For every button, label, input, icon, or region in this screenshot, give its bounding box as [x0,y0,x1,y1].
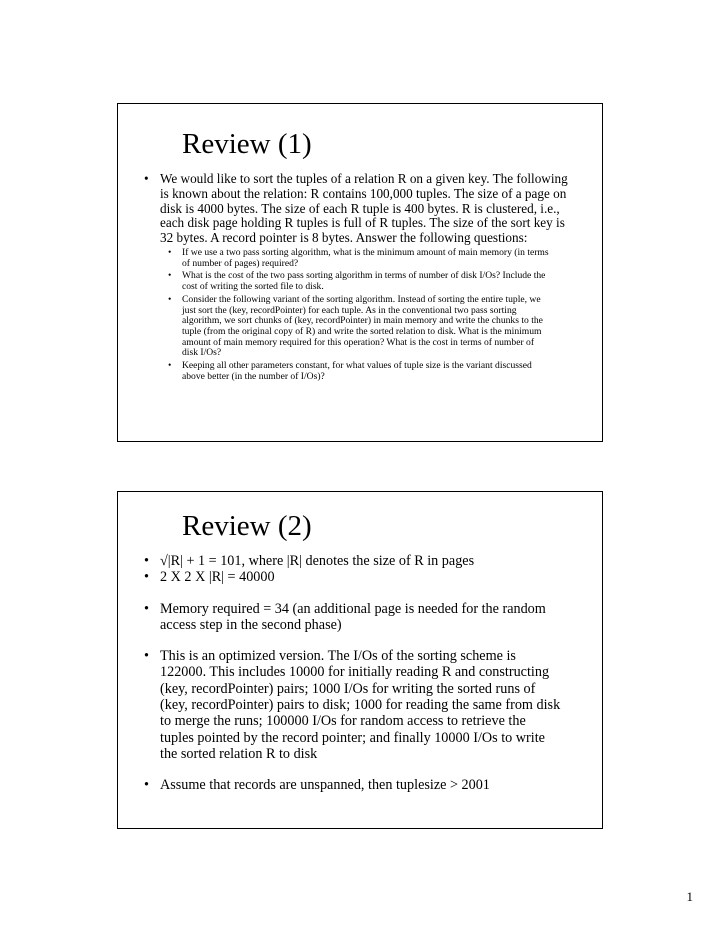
bullet-text: √|R| + 1 = 101, where |R| denotes the size of R in pages [160,553,475,569]
bullet-item [118,569,602,585]
bullet-dot: • [144,171,149,186]
slide-title: Review (1) [182,128,312,160]
bullet-list [118,172,602,384]
slide-review-2 [117,491,603,829]
sub-bullet-item [118,361,572,382]
bullet-text: 2 X 2 X |R| = 40000 [160,569,275,586]
sub-bullet-item [118,295,572,359]
page-number: 1 [686,889,693,904]
sub-bullet-text: If we use a two pass sorting algorithm, what is the minimum amount of main memory (in terms of number of pages) required? [182,246,549,269]
bullet-item [118,648,602,762]
sub-bullet-list [160,248,572,382]
sub-bullet-text: What is the cost of the two pass sorting algorithm in terms of number of disk I/Os? Include the cost of writing the sorted file to disk. [182,270,546,293]
slide-title: Review (2) [182,510,312,542]
bullet-list [118,553,602,794]
bullet-text: Assume that records are unspanned, then tuplesize > 2001 [160,777,490,794]
sub-bullet-dot: • [168,293,172,305]
bullet-text: Memory required = 34 (an additional page is needed for the random access step in the second phase) [160,600,546,633]
bullet-dot: • [144,569,149,586]
bullet-item [118,777,602,793]
bullet-text: This is an optimized version. The I/Os of the sorting scheme is 122000. This includes 10000 for initially reading R and constructing (key, recordPointer) pairs; 1000 I/Os for writing the sorted runs of (key, recordPointer) pairs to disk; 1000 for reading the same from disk to merge the runs; 100000 I/Os for random access to retrieve the tuples pointed by the record pointer; and finally 10000 I/Os to write the sorted relation R to disk [160,648,561,762]
sub-bullet-dot: • [168,360,172,372]
sub-bullet-item [118,271,572,292]
sub-bullet-text: Consider the following variant of the sorting algorithm. Instead of sorting the entire tuple, we just sort the (key, recordPointer) for each tuple. As in the conventional two pass sorting algorithm, we sort chunks of (key, recordPointer) in main memory and write the chunks to the tuple (from the original copy of R) and write the sorted relation to disk. What is the minimum amount of main memory required for this operation? What is the cost in terms of number of disk I/Os? [182,293,543,359]
bullet-item [118,553,602,569]
sub-bullet-dot: • [168,270,172,282]
bullet-dot: • [144,648,149,665]
sub-bullet-dot: • [168,246,172,258]
bullet-item [118,601,602,634]
bullet-dot: • [144,600,149,617]
sub-bullet-item [118,248,572,269]
bullet-dot: • [144,777,149,794]
bullet-dot: • [144,553,149,569]
slide-review-1 [117,103,603,442]
bullet-text: We would like to sort the tuples of a relation R on a given key. The following is known about the relation: R contains 100,000 tuples. The size of a page on disk is 4000 bytes. The size of each R tuple is 400 bytes. R is clustered, i.e., each disk page holding R tuples is full of R tuples. The size of the sort key is 32 bytes. A record pointer is 8 bytes. Answer the following questions: [160,171,568,246]
bullet-item [118,172,602,382]
sub-bullet-text: Keeping all other parameters constant, for what values of tuple size is the variant discussed above better (in the number of I/Os)? [182,360,532,382]
